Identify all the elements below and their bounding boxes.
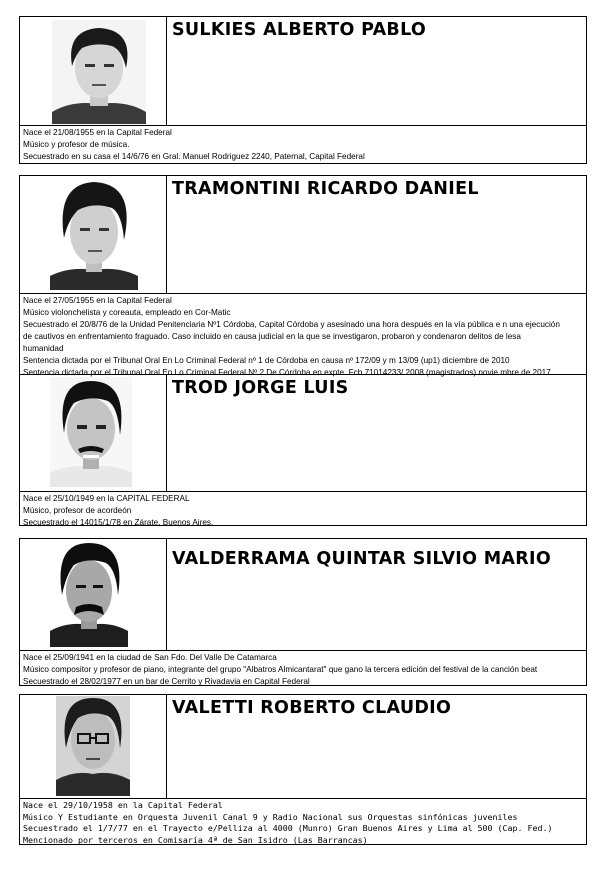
portrait-photo-icon (52, 20, 146, 124)
entry-details (20, 651, 586, 689)
detail-line: Nace el 29/10/1958 en la Capital Federal (23, 800, 223, 810)
entry-header (20, 17, 586, 126)
detail-line: Sentencia dictada por el Tribunal Oral En Lo Criminal Federal nº 1 de Córdoba en causa nº 172/09 y m 13/09 (up1) diciembre de 2010 (23, 356, 510, 365)
detail-line: Secuestrado el 14015/1/78 en Zárate, Buenos Aires. (23, 518, 214, 527)
entry-header (20, 375, 586, 492)
person-name: VALDERRAMA QUINTAR SILVIO MARIO (172, 549, 552, 569)
entry-details (20, 492, 586, 530)
person-name: SULKIES ALBERTO PABLO (172, 20, 427, 40)
photo-cell (20, 17, 167, 125)
entry-card (19, 16, 587, 164)
entry-details (20, 799, 586, 847)
detail-line: Nace el 25/10/1949 en la CAPITAL FEDERAL (23, 494, 190, 503)
person-name: TROD JORGE LUIS (172, 378, 349, 398)
detail-line: Músico, profesor de acordeón (23, 506, 132, 515)
portrait-photo-icon (50, 178, 138, 290)
detail-line: Nace el 27/05/1955 en la Capital Federal (23, 296, 172, 305)
detail-line: Secuestrado el 1/7/77 en el Trayecto e/Pelliza al 4000 (Munro) Gran Buenos Aires y Lima al 500 (Cap. Fed.) (23, 823, 553, 833)
entry-details (20, 126, 586, 164)
detail-line: Nace el 25/09/1941 en la ciudad de San Fdo. Del Valle De Catamarca (23, 653, 277, 662)
detail-line: Músico Y Estudiante en Orquesta Juvenil Canal 9 y Radio Nacional sus Orquestas sinfónicas juveniles (23, 811, 518, 822)
photo-cell (20, 539, 167, 650)
photo-cell (20, 375, 167, 491)
detail-line: Nace el 21/08/1955 en la Capital Federal (23, 128, 172, 137)
entry-header (20, 176, 586, 294)
entry-card (19, 374, 587, 526)
detail-line: Músico violonchelista y coreauta, empleado en Cor-Matic (23, 308, 231, 317)
detail-line: Músico y profesor de música. (23, 140, 130, 149)
detail-line: humanidad (23, 344, 64, 353)
entry-card (19, 694, 587, 845)
portrait-photo-icon (56, 696, 130, 796)
detail-line: Músico compositor y profesor de piano, integrante del grupo "Albatros Almicantarat" que gano la tercera edición del festival de la canción beat (23, 665, 538, 674)
detail-line: Secuestrado el 28/02/1977 en un bar de Cerrito y Rivadavia en Capital Federal (23, 677, 310, 686)
entry-header (20, 695, 586, 799)
person-name: VALETTI ROBERTO CLAUDIO (172, 698, 452, 718)
photo-cell (20, 695, 167, 798)
detail-line: Sentencia dictada por el Tribunal Oral En Lo Criminal Federal Nº 2 De Córdoba en expte. Fcb 71014233/ 2008 (magistrados) novie mbre de 2017 (23, 368, 551, 377)
photo-cell (20, 176, 167, 293)
detail-line: de cautivos en enfrentamiento fraguado. Caso incluido en causa judicial en la que se investigaron, probaron y condenaron delitos de lesa (23, 332, 521, 341)
detail-line: Secuestrado en su casa el 14/6/76 en Gral. Manuel Rodriguez 2240, Paternal, Capital Federal (23, 152, 365, 161)
entry-card (19, 538, 587, 686)
portrait-photo-icon (50, 377, 132, 487)
entry-card (19, 175, 587, 375)
portrait-photo-icon (50, 541, 128, 647)
entry-details (20, 294, 586, 380)
detail-line: Mencionado por terceros en Comisaría 4ª de San Isidro (Las Barrancas) (23, 834, 368, 845)
person-name: TRAMONTINI RICARDO DANIEL (172, 179, 479, 199)
entry-header (20, 539, 586, 651)
detail-line: Secuestrado el 20/8/76 de la Unidad Penitenciaria Nº1 Córdoba, Capital Córdoba y asesinado una hora después en la vía pública e n una ejecución (23, 320, 560, 329)
